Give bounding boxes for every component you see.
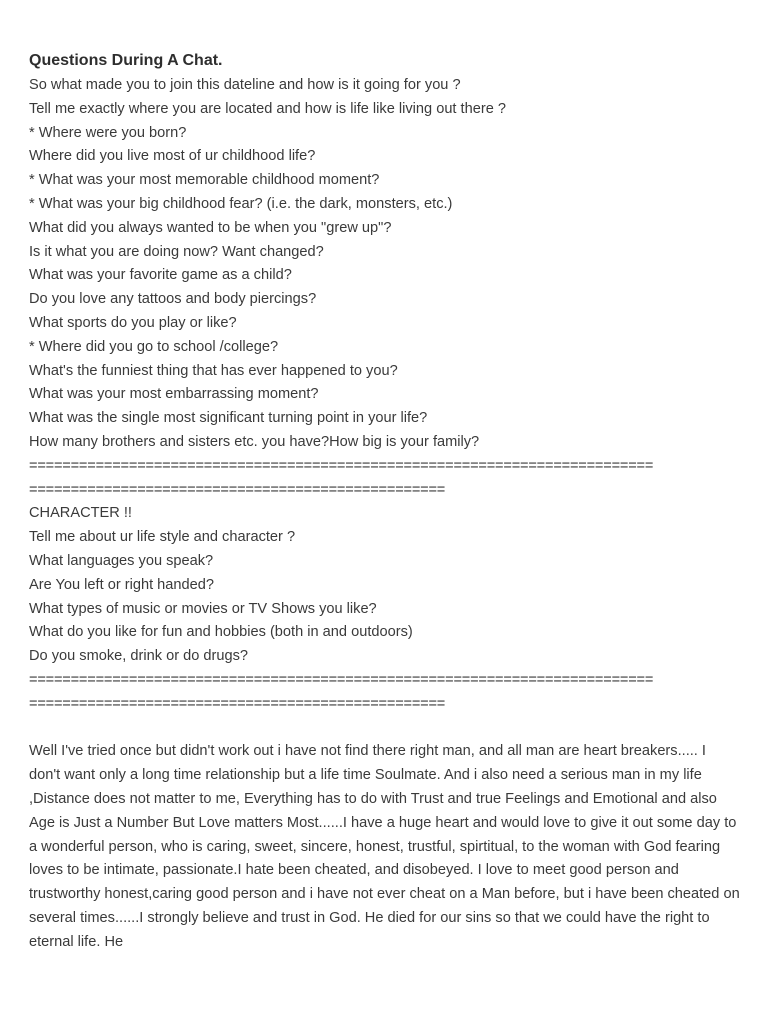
- character-question-line: What do you like for fun and hobbies (both in and outdoors): [29, 624, 413, 641]
- separator-line: ==================================================: [29, 695, 446, 712]
- blank-line: [29, 717, 741, 741]
- question-line: What was your most embarrassing moment?: [29, 386, 319, 403]
- character-question-line: Do you smoke, drink or do drugs?: [29, 648, 249, 665]
- character-question-line: Are You left or right handed?: [29, 576, 214, 593]
- question-line: So what made you to join this dateline and how is it going for you ?: [29, 77, 461, 93]
- question-line: What's the funniest thing that has ever happened to you?: [29, 362, 398, 379]
- question-line: * What was your big childhood fear? (i.e. the dark, monsters, etc.): [29, 195, 453, 212]
- intro-paragraph: Well I've tried once but didn't work out i have not find there right man, and all man are heart breakers..... I don't want only a long time relationship but a life time Soulmate. And i also need a serious man in my life ,Distance does not matter to me, Everything has to do with Trust and true Feelings and Emotional and also Age is Just a Number But Love matters Most......I have a huge heart and would love to give it out some day to a wonderful person, who is caring, sweet, sincere, honest, trustful, spirtitual, to the woman with God fearing loves to be intimate, passionate.I hate been cheated, and disobeyed. I love to meet good person and trustworthy honest,caring good person and i have not ever cheat on a Man before, but i have been cheated on several times......I strongly believe and trust in God. He died for our sins so that we could have the right to eternal life. He: [29, 743, 740, 950]
- question-line: What was your favorite game as a child?: [29, 267, 292, 284]
- question-line: Do you love any tattoos and body piercings?: [29, 291, 317, 308]
- question-line: What was the single most significant turning point in your life?: [29, 410, 428, 427]
- separator-line: ===========================================================================: [29, 457, 654, 474]
- question-line: * What was your most memorable childhood moment?: [29, 172, 380, 189]
- questions-list: [29, 74, 741, 455]
- character-question-line: What types of music or movies or TV Shows you like?: [29, 600, 377, 617]
- question-line: What sports do you play or like?: [29, 314, 237, 331]
- question-line: How many brothers and sisters etc. you have?How big is your family?: [29, 433, 480, 450]
- question-line: What did you always wanted to be when you "grew up"?: [29, 219, 392, 236]
- separator-line: ==================================================: [29, 481, 446, 498]
- question-line: Where did you live most of ur childhood life?: [29, 148, 316, 165]
- character-question-line: Tell me about ur life style and character ?: [29, 529, 296, 546]
- note-title: Questions During A Chat.: [29, 52, 223, 69]
- question-line: Tell me exactly where you are located and how is life like living out there ?: [29, 100, 506, 117]
- question-line: Is it what you are doing now? Want changed?: [29, 243, 324, 260]
- separator-line: ===========================================================================: [29, 671, 654, 688]
- character-questions-list: [29, 526, 741, 669]
- character-question-line: What languages you speak?: [29, 552, 214, 569]
- note-body: [29, 50, 741, 954]
- question-line: * Where were you born?: [29, 124, 187, 141]
- question-line: * Where did you go to school /college?: [29, 338, 279, 355]
- character-heading: CHARACTER !!: [29, 505, 132, 522]
